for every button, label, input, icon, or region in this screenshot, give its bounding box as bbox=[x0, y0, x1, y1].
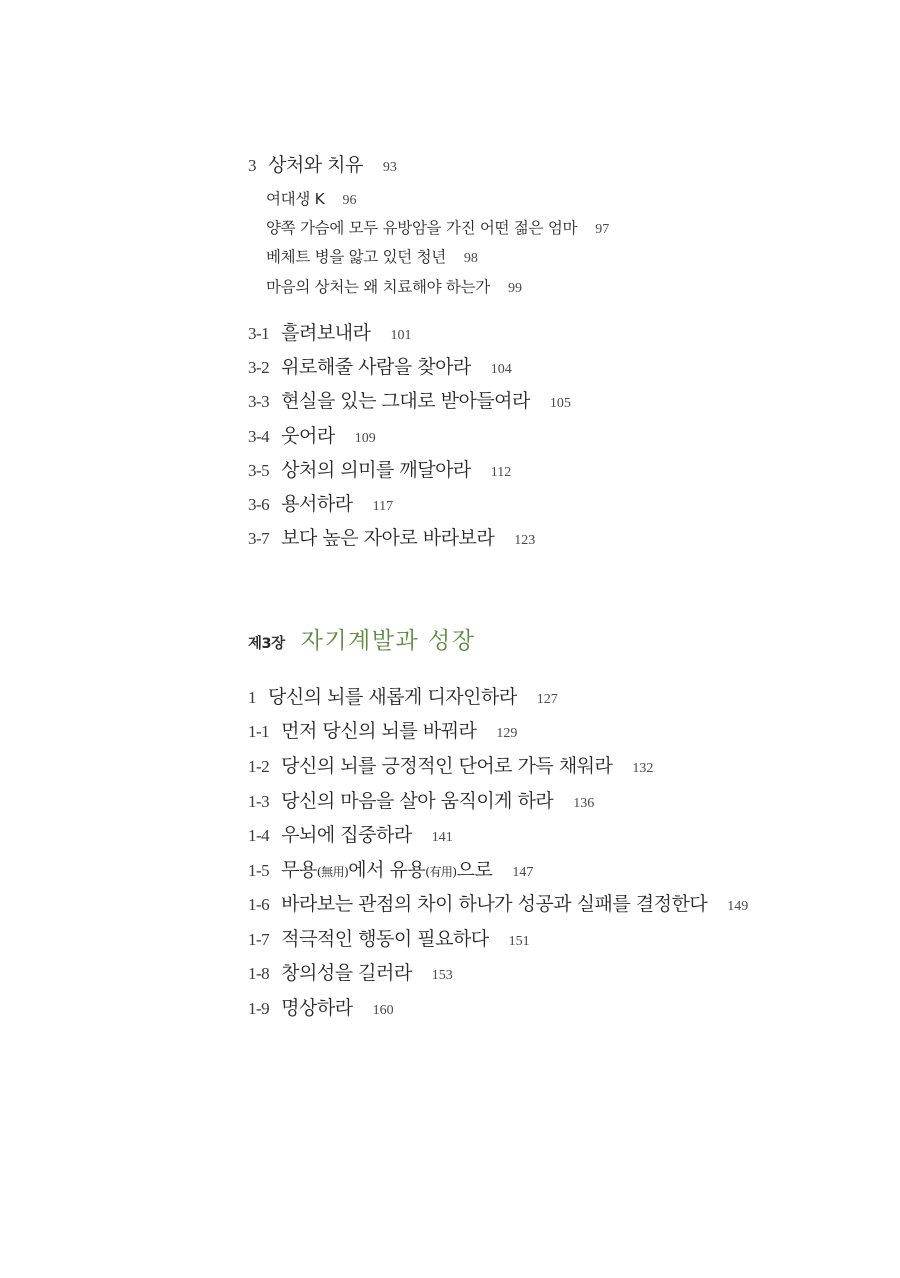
toc-title: 마음의 상처는 왜 치료해야 하는가 bbox=[266, 278, 490, 296]
toc-page-number: 149 bbox=[727, 899, 749, 914]
toc-item bbox=[248, 716, 517, 743]
toc-heading-1 bbox=[248, 682, 558, 709]
toc-title: 웃어라 bbox=[281, 425, 335, 447]
toc-subitem bbox=[266, 245, 478, 267]
toc-title: 당신의 뇌를 새롭게 디자인하라 bbox=[268, 686, 517, 708]
chapter-heading bbox=[248, 622, 475, 655]
toc-title: 당신의 마음을 살아 움직이게 하라 bbox=[281, 790, 554, 812]
toc-item bbox=[248, 523, 535, 550]
toc-title: 베체트 병을 앓고 있던 청년 bbox=[266, 248, 446, 266]
toc-page-number: 93 bbox=[382, 160, 397, 175]
toc-page-number: 129 bbox=[496, 726, 518, 741]
toc-number: 3-1 bbox=[248, 324, 270, 343]
chapter-title: 자기계발과 성장 bbox=[300, 628, 476, 654]
toc-title: 바라보는 관점의 차이 하나가 성공과 실패를 결정한다 bbox=[281, 893, 708, 915]
toc-item bbox=[248, 386, 571, 413]
toc-item bbox=[248, 958, 453, 985]
toc-number: 3-7 bbox=[248, 529, 270, 548]
toc-title: 상처의 의미를 깨달아라 bbox=[281, 459, 471, 481]
toc-item bbox=[248, 318, 411, 345]
toc-title: 보다 높은 자아로 바라보라 bbox=[281, 527, 495, 549]
toc-title-hanja: (有用) bbox=[425, 865, 457, 879]
toc-item bbox=[248, 924, 530, 951]
toc-title: 흘려보내라 bbox=[281, 322, 371, 344]
toc-item bbox=[248, 751, 653, 778]
toc-number: 1-5 bbox=[248, 861, 270, 880]
toc-title: 현실을 있는 그대로 받아들여라 bbox=[281, 390, 530, 412]
toc-page-number: 98 bbox=[463, 251, 478, 266]
toc-subitem bbox=[266, 187, 357, 209]
toc-title-hanja: (無用) bbox=[316, 865, 349, 879]
toc-page-number: 105 bbox=[549, 396, 571, 411]
toc-number: 1-7 bbox=[248, 930, 270, 949]
toc-title: 명상하라 bbox=[281, 997, 353, 1019]
toc-number: 1-6 bbox=[248, 895, 270, 914]
toc-page-number: 99 bbox=[507, 281, 522, 296]
toc-item bbox=[248, 421, 376, 448]
toc-number: 3-6 bbox=[248, 495, 270, 514]
toc-number: 3-5 bbox=[248, 461, 270, 480]
toc-page-number: 132 bbox=[632, 761, 654, 776]
toc-page-number: 109 bbox=[354, 431, 376, 446]
toc-title: 상처와 치유 bbox=[268, 154, 363, 176]
toc-title-part: 으로 bbox=[456, 859, 493, 881]
toc-number: 1-1 bbox=[248, 722, 270, 741]
toc-page-number: 104 bbox=[490, 362, 512, 377]
toc-item bbox=[248, 489, 393, 516]
toc-title-part: 무용 bbox=[281, 859, 317, 881]
toc-page-number: 123 bbox=[514, 533, 536, 548]
toc-page-number: 147 bbox=[512, 865, 534, 880]
toc-number: 1-2 bbox=[248, 757, 270, 776]
toc-title: 용서하라 bbox=[281, 493, 353, 515]
toc-subitem bbox=[266, 216, 609, 238]
toc-number: 3-3 bbox=[248, 392, 270, 411]
toc-page-number: 153 bbox=[431, 968, 453, 983]
toc-title: 양쪽 가슴에 모두 유방암을 가진 어떤 젊은 엄마 bbox=[266, 219, 578, 237]
toc-number: 1 bbox=[248, 688, 256, 707]
toc-page-number: 96 bbox=[342, 193, 357, 208]
toc-number: 1-3 bbox=[248, 792, 270, 811]
toc-item bbox=[248, 352, 512, 379]
toc-item bbox=[248, 820, 453, 847]
toc-subitem bbox=[266, 275, 522, 297]
toc-number: 1-4 bbox=[248, 826, 270, 845]
toc-item bbox=[248, 993, 394, 1020]
toc-item bbox=[248, 786, 594, 813]
toc-title bbox=[281, 855, 492, 882]
toc-page-number: 160 bbox=[372, 1003, 394, 1018]
toc-title-part: 에서 유용 bbox=[348, 859, 426, 881]
toc-page-number: 117 bbox=[372, 499, 394, 514]
toc-title: 창의성을 길러라 bbox=[281, 962, 412, 984]
toc-page-number: 112 bbox=[490, 465, 512, 480]
toc-item bbox=[248, 455, 511, 482]
toc-page-number: 127 bbox=[536, 692, 558, 707]
toc-number: 3-2 bbox=[248, 358, 270, 377]
toc-page-number: 97 bbox=[595, 222, 610, 237]
toc-number: 3-4 bbox=[248, 427, 270, 446]
toc-page-number: 101 bbox=[390, 328, 412, 343]
toc-title: 위로해줄 사람을 찾아라 bbox=[281, 356, 471, 378]
toc-number: 3 bbox=[248, 156, 256, 175]
toc-title: 여대생 K bbox=[266, 190, 325, 208]
toc-item bbox=[248, 855, 533, 882]
toc-title: 먼저 당신의 뇌를 바꿔라 bbox=[281, 720, 477, 742]
toc-heading-3 bbox=[248, 150, 397, 177]
toc-item bbox=[248, 889, 748, 916]
toc-number: 1-8 bbox=[248, 964, 270, 983]
toc-title: 당신의 뇌를 긍정적인 단어로 가득 채워라 bbox=[281, 755, 613, 777]
toc-title: 적극적인 행동이 필요하다 bbox=[281, 928, 489, 950]
toc-page-number: 136 bbox=[573, 796, 595, 811]
toc-title: 우뇌에 집중하라 bbox=[281, 824, 412, 846]
toc-page-number: 141 bbox=[431, 830, 453, 845]
toc-number: 1-9 bbox=[248, 999, 270, 1018]
chapter-label: 제3장 bbox=[248, 636, 285, 652]
toc-page-number: 151 bbox=[508, 934, 530, 949]
